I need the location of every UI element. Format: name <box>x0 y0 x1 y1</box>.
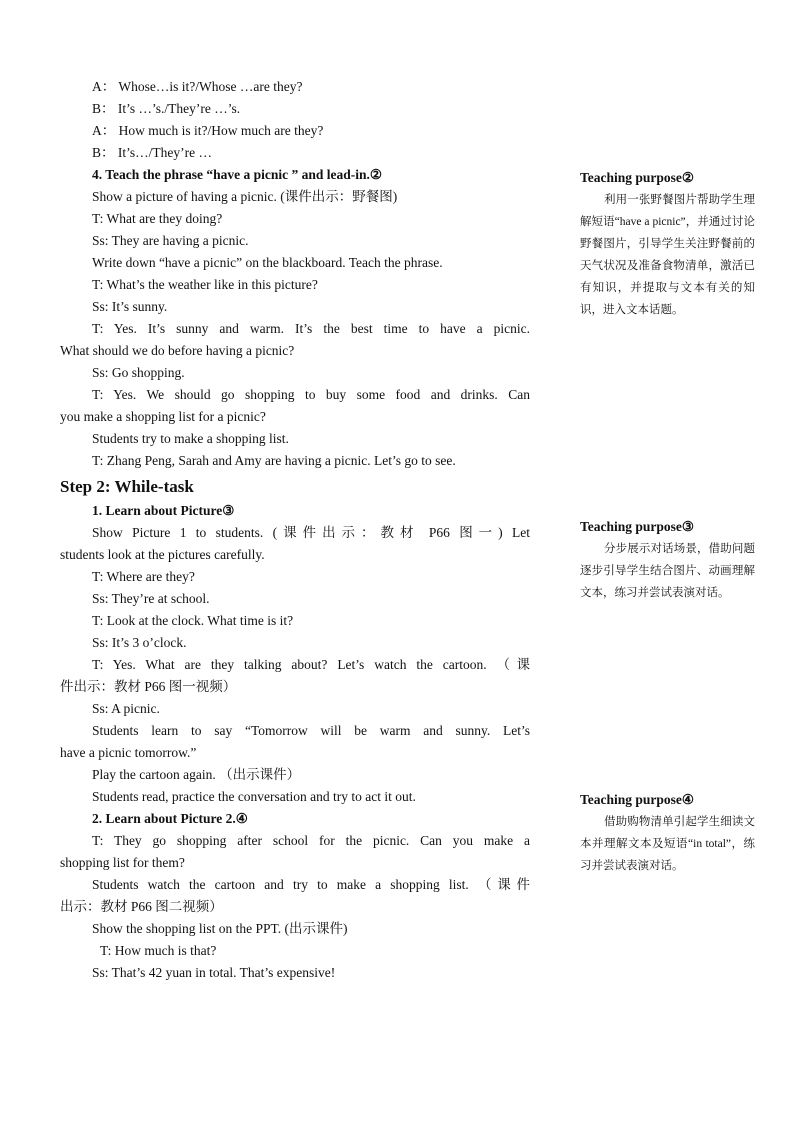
text-line: Students learn to say “Tomorrow will be warm and sunny. Let’s <box>92 723 530 738</box>
text-line: have a picnic tomorrow.” <box>60 745 197 760</box>
text-line: T: How much is that? <box>100 943 217 958</box>
text-line: T: Yes. What are they talking about? Let’s watch the cartoon. （课 <box>92 657 530 672</box>
teaching-purpose-title: Teaching purpose④ <box>580 792 695 807</box>
text-line: T: Look at the clock. What time is it? <box>92 613 294 628</box>
section-heading: 1. Learn about Picture③ <box>92 503 235 518</box>
text-line: Write down “have a picnic” on the blackboard. Teach the phrase. <box>92 255 443 270</box>
dialogue-line: A： How much is it?/How much are they? <box>92 123 324 138</box>
teaching-purpose-title: Teaching purpose③ <box>580 519 695 534</box>
text-line: Ss: That’s 42 yuan in total. That’s expensive! <box>92 965 336 980</box>
text-line: T: Where are they? <box>92 569 195 584</box>
teaching-purpose-note <box>580 167 755 321</box>
text-line: Students try to make a shopping list. <box>92 431 289 446</box>
teaching-purpose-body: 利用一张野餐图片帮助学生理解短语“have a picnic”，并通过讨论野餐图片，引导学生关注野餐前的天气状况及准备食物清单，激活已有知识，并提取与文本有关的知识，进入文本话题。 <box>580 194 755 316</box>
teaching-purpose-body: 借助购物清单引起学生细读文本并理解文本及短语“in total”，练习并尝试表演对话。 <box>580 816 755 872</box>
text-line: Students read, practice the conversation and try to act it out. <box>92 789 416 804</box>
text-line: T: Zhang Peng, Sarah and Amy are having a picnic. Let’s go to see. <box>92 453 456 468</box>
text-line: T: What’s the weather like in this picture? <box>92 277 318 292</box>
dialogue-line: B： It’s …’s./They’re …’s. <box>92 101 241 116</box>
teaching-purpose-body: 分步展示对话场景，借助问题逐步引导学生结合图片、动画理解文本，练习并尝试表演对话。 <box>580 543 755 599</box>
text-line: T: Yes. We should go shopping to buy some food and drinks. Can <box>92 387 530 402</box>
text-line: T: They go shopping after school for the picnic. Can you make a <box>92 833 530 848</box>
text-line: Ss: They are having a picnic. <box>92 233 249 248</box>
text-line: Students watch the cartoon and try to make a shopping list. （课件 <box>92 877 530 892</box>
text-line: Ss: They’re at school. <box>92 591 210 606</box>
text-line: Ss: A picnic. <box>92 701 160 716</box>
dialogue-line: A： Whose…is it?/Whose …are they? <box>92 79 303 94</box>
text-line: Ss: It’s sunny. <box>92 299 168 314</box>
teaching-purpose-note <box>580 516 755 604</box>
text-line: students look at the pictures carefully. <box>60 547 265 562</box>
text-line: you make a shopping list for a picnic? <box>60 409 266 424</box>
text-line: Ss: It’s 3 o’clock. <box>92 635 187 650</box>
section-heading: 2. Learn about Picture 2.④ <box>92 811 248 826</box>
dialogue-line: B： It’s…/They’re … <box>92 145 212 160</box>
text-line: T: Yes. It’s sunny and warm. It’s the best time to have a picnic. <box>92 321 530 336</box>
teaching-purpose-title: Teaching purpose② <box>580 170 695 185</box>
text-line: Show the shopping list on the PPT. (出示课件) <box>92 921 348 936</box>
teaching-purpose-note <box>580 789 755 877</box>
text-line: Ss: Go shopping. <box>92 365 185 380</box>
lesson-plan-main-column <box>60 76 530 984</box>
text-line: What should we do before having a picnic? <box>60 343 295 358</box>
text-line: Show Picture 1 to students. (课件出示：教材 P66 图一) Let <box>92 525 530 540</box>
text-line: T: What are they doing? <box>92 211 223 226</box>
step-heading: Step 2: While-task <box>60 477 194 496</box>
text-line: 件出示：教材 P66 图一视频） <box>60 679 237 694</box>
section-heading: 4. Teach the phrase “have a picnic ” and lead-in.② <box>92 167 383 182</box>
text-line: 出示：教材 P66 图二视频） <box>60 899 223 914</box>
text-line: shopping list for them? <box>60 855 185 870</box>
text-line: Play the cartoon again. （出示课件） <box>92 767 301 782</box>
text-line: Show a picture of having a picnic. (课件出示：野餐图) <box>92 189 398 204</box>
